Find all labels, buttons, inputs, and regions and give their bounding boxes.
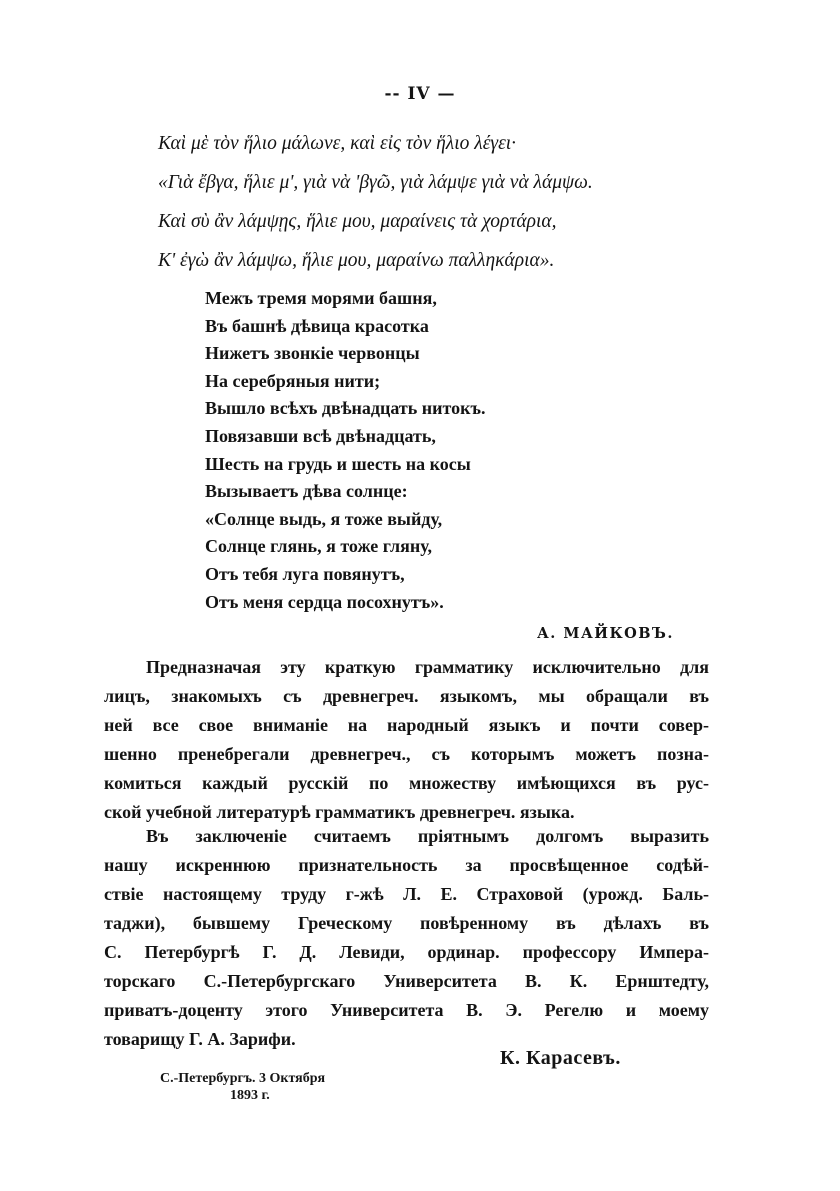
greek-poem-line: «Γιὰ ἔβγα, ἥλιε μ', γιὰ νὰ 'βγῶ, γιὰ λάμψε γιὰ νὰ λάμψω. (158, 172, 593, 193)
page-number: -- IV — (384, 84, 456, 104)
paragraph-line: Предназначая эту краткую грамматику исключительно для (146, 657, 709, 677)
russian-poem-line: Шесть на грудь и шесть на косы (205, 453, 471, 474)
russian-poem-line: «Солнце выдь, я тоже выйду, (205, 508, 443, 529)
author-signature: К. Карасевъ. (500, 1047, 621, 1069)
greek-poem-line: Καὶ σὺ ἂν λάμψῃς, ἥλιε μου, μαραίνεις τὰ χορτάρια, (158, 211, 557, 232)
russian-poem-line: Отъ тебя луга повянутъ, (205, 563, 405, 584)
greek-poem-line: Κ' ἐγὼ ἂν λάμψω, ἥλιε μου, μαραίνω παλληκάρια». (158, 250, 555, 271)
paragraph-line: ней все свое вниманіе на народный языкъ и почти совер- (104, 715, 709, 735)
date-year: 1893 г. (230, 1088, 270, 1103)
paragraph-line: С. Петербургѣ Г. Д. Левиди, ординар. профессору Импера- (104, 942, 709, 962)
paragraph-line: ской учебной литературѣ грамматикъ древнегреч. языка. (104, 802, 575, 822)
paragraph-line: шенно пренебрегали древнегреч., съ которымъ можетъ позна- (104, 744, 709, 764)
paragraph-line: Въ заключеніе считаемъ пріятнымъ долгомъ выразить (146, 826, 709, 846)
paragraph-line: ствіе настоящему труду г-жѣ Л. Е. Страховой (урожд. Баль- (104, 884, 709, 904)
poem-author: А. МАЙКОВЪ. (537, 625, 674, 642)
russian-poem-line: Нижетъ звонкіе червонцы (205, 343, 420, 364)
paragraph-line: товарищу Г. А. Зарифи. (104, 1029, 296, 1049)
greek-poem-line: Καὶ μὲ τὸν ἥλιο μάλωνε, καὶ εἰς τὸν ἥλιο λέγει· (158, 133, 517, 154)
russian-poem-line: Межъ тремя морями башня, (205, 288, 437, 308)
russian-poem-line: Въ башнѣ дѣвица красотка (205, 315, 429, 336)
place-date: С.-Петербургъ. 3 Октября (160, 1071, 326, 1086)
russian-poem-line: Отъ меня сердца посохнутъ». (205, 591, 444, 612)
greek-poem (158, 124, 718, 280)
russian-poem-line: Солнце глянь, я тоже гляну, (205, 536, 432, 557)
paragraph-line: комиться каждый русскій по множеству имѣющихся въ рус- (104, 773, 709, 793)
russian-poem-line: Вызываетъ дѣва солнце: (205, 481, 408, 502)
paragraph-line: таджи), бывшему Греческому повѣренному въ дѣлахъ въ (104, 913, 709, 933)
paragraph-line: лицъ, знакомыхъ съ древнегреч. языкомъ, мы обращали въ (104, 686, 709, 706)
russian-poem-line: Вышло всѣхъ двѣнадцать нитокъ. (205, 398, 486, 419)
paragraph-line: нашу искреннюю признательность за просвѣщенное содѣй- (104, 855, 709, 875)
preface-paragraph-2 (104, 822, 709, 1054)
paragraph-line: торскаго С.-Петербургскаго Университета В. К. Ернштедту, (104, 971, 709, 991)
russian-poem-line: На серебряныя нити; (205, 370, 381, 391)
russian-poem (205, 285, 645, 616)
paragraph-line: приватъ-доценту этого Университета В. Э. Регелю и моему (104, 1000, 709, 1020)
preface-paragraph-1 (104, 653, 709, 827)
russian-poem-line: Повязавши всѣ двѣнадцать, (205, 425, 436, 446)
